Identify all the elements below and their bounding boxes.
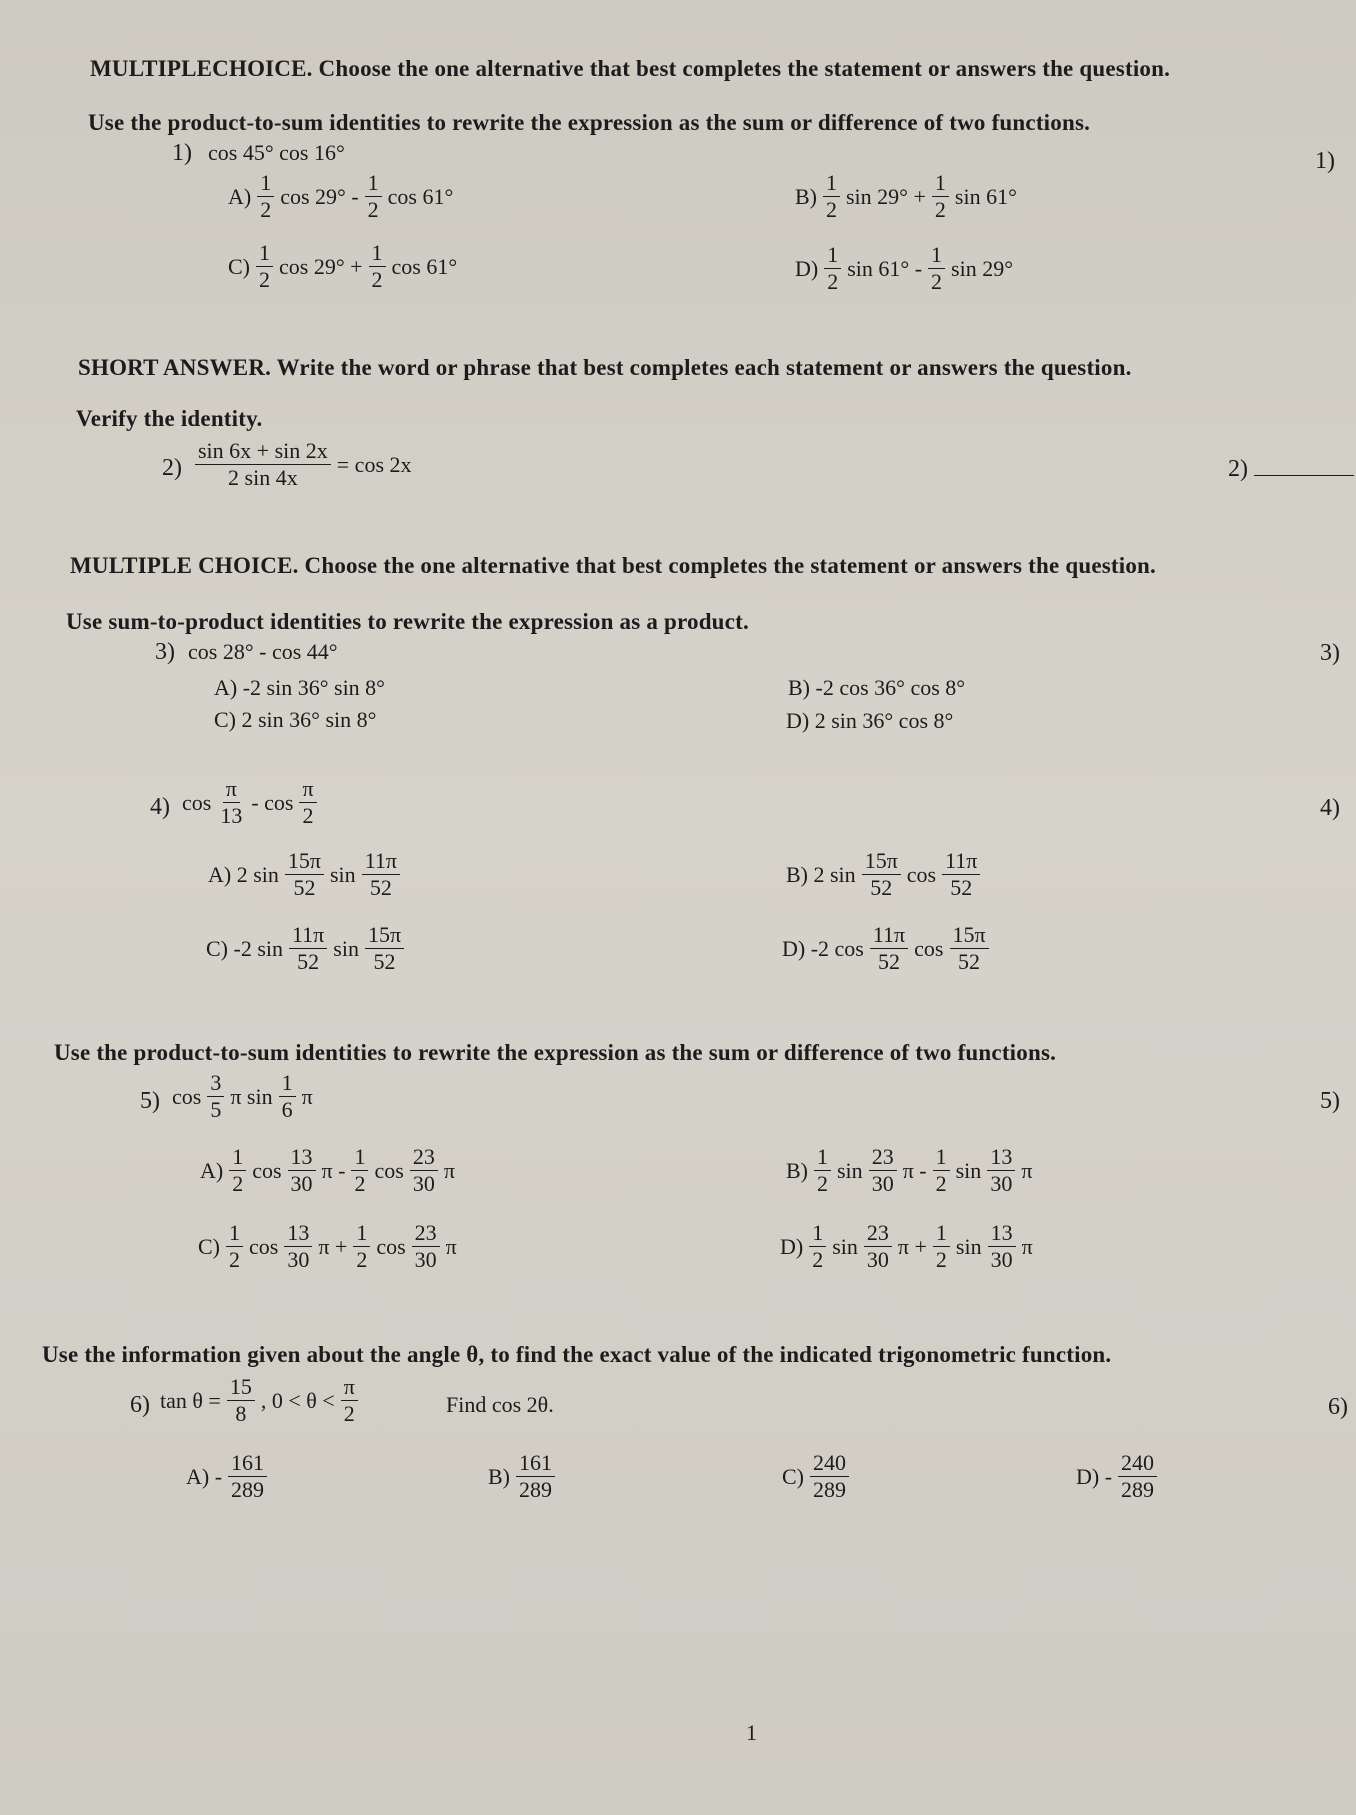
q6-option-a[interactable]: A) - $\frac{161}{289}$ [186,1452,270,1501]
q3-expression: cos 28° - cos 44° [188,639,338,664]
term: sin 29° + [846,183,926,209]
q4-number: 4) [150,794,170,820]
q6-number: 6) [130,1392,150,1418]
fraction: $\frac{1}{2}$ [365,172,382,221]
q1-number: 1) [172,140,192,166]
term: sin 29° [951,255,1014,281]
q3-option-a[interactable]: A) -2 sin 36° sin 8° [214,675,385,700]
page-number: 1 [746,1720,757,1745]
mc2-instruction: Use sum-to-product identities to rewrite the expression as a product. [66,609,749,634]
pts-instruction: Use the product-to-sum identities to rewrite the expression as the sum or difference of two functions. [54,1040,1057,1065]
fraction: $\frac{1}{2}$ [928,244,945,293]
q1-option-b[interactable] [795,172,1017,221]
q3-option-c[interactable]: C) 2 sin 36° sin 8° [214,707,377,732]
q1-option-c[interactable] [228,242,457,291]
option-label: B) [795,183,817,209]
q2-identity [192,440,412,489]
q6-option-d[interactable]: D) - $\frac{240}{289}$ [1076,1452,1160,1501]
q4-option-d[interactable]: D) -2 cos $\frac{11\pi}{52}$ cos $\frac{15\pi}{52}$ [782,924,992,973]
q1-expression: cos 45° cos 16° [208,140,345,165]
term: = cos 2x [336,451,412,477]
angle-instruction: Use the information given about the angle θ, to find the exact value of the indicated trigonometric function. [42,1342,1112,1367]
option-label: A) [228,183,252,209]
q4-option-b[interactable]: B) 2 sin $\frac{15\pi}{52}$ cos $\frac{11\pi}{52}$ [786,850,983,899]
q5-option-a[interactable]: A) $\frac{1}{2}$ cos $\frac{13}{30}$ π - $\frac{1}{2}$ cos $\frac{23}{30}$ π [200,1144,455,1196]
q4-expression: cos $\frac{\pi}{13}$ - cos $\frac{\pi}{2}$ [182,778,320,827]
q2-answer-label: 2) [1228,456,1354,483]
option-label: C) [228,253,250,279]
sa-instruction: Verify the identity. [76,406,263,431]
option-label: D) [795,255,819,281]
fraction: $\frac{\sin 6x + \sin 2x}{2 \sin 4x}$ [195,440,331,489]
q6-find: Find cos 2θ. [446,1392,554,1417]
q3-answer-label: 3) [1320,640,1340,666]
q3-option-d[interactable]: D) 2 sin 36° cos 8° [786,708,954,733]
q5-expression: cos $\frac{3}{5}$ π sin $\frac{1}{6}$ π [172,1070,313,1122]
q1-option-a[interactable] [228,172,453,221]
q6-option-c[interactable]: C) $\frac{240}{289}$ [782,1452,852,1501]
term: cos 61° [387,183,454,209]
term: cos 61° [391,253,458,279]
mc1-instruction: Use the product-to-sum identities to rewrite the expression as the sum or difference of two functions. [88,110,1091,135]
mc2-header: MULTIPLE CHOICE. Choose the one alternative that best completes the statement or answers the question. [70,553,1157,578]
q3-option-b[interactable]: B) -2 cos 36° cos 8° [788,675,966,700]
term: sin 61° - [847,255,923,281]
q5-number: 5) [140,1088,160,1114]
fraction: $\frac{1}{2}$ [257,172,274,221]
q6-option-b[interactable]: B) $\frac{161}{289}$ [488,1452,558,1501]
fraction: $\frac{1}{2}$ [369,242,386,291]
q6-expression: tan θ = $\frac{15}{8}$ , 0 < θ < $\frac{\pi}{2}$ [160,1376,361,1425]
fraction: $\frac{1}{2}$ [256,242,273,291]
q5-option-d[interactable]: D) $\frac{1}{2}$ sin $\frac{23}{30}$ π + $\frac{1}{2}$ sin $\frac{13}{30}$ π [780,1220,1033,1272]
q1-answer-label: 1) [1315,148,1335,174]
q4-option-c[interactable]: C) -2 sin $\frac{11\pi}{52}$ sin $\frac{15\pi}{52}$ [206,924,407,973]
fraction: $\frac{1}{2}$ [932,172,949,221]
fraction: $\frac{1}{2}$ [823,172,840,221]
mc1-header: MULTIPLECHOICE. Choose the one alternative that best completes the statement or answers the question. [90,56,1171,81]
fraction: $\frac{1}{2}$ [824,244,841,293]
q5-answer-label: 5) [1320,1088,1340,1114]
q6-answer-label: 6) [1328,1394,1348,1420]
term: cos 29° - [280,183,359,209]
q3-number: 3) [155,639,175,665]
answer-blank[interactable] [1254,471,1354,476]
term: cos 29° + [279,253,363,279]
term: sin 61° [954,183,1017,209]
q4-answer-label: 4) [1320,795,1340,821]
q2-number: 2) [162,455,182,481]
q4-option-a[interactable]: A) 2 sin $\frac{15\pi}{52}$ sin $\frac{11\pi}{52}$ [208,850,403,899]
q5-option-c[interactable]: C) $\frac{1}{2}$ cos $\frac{13}{30}$ π + $\frac{1}{2}$ cos $\frac{23}{30}$ π [198,1220,457,1272]
sa-header: SHORT ANSWER. Write the word or phrase that best completes each statement or answers the question. [78,355,1132,380]
q5-option-b[interactable]: B) $\frac{1}{2}$ sin $\frac{23}{30}$ π - $\frac{1}{2}$ sin $\frac{13}{30}$ π [786,1144,1033,1196]
q1-option-d[interactable] [795,244,1013,293]
